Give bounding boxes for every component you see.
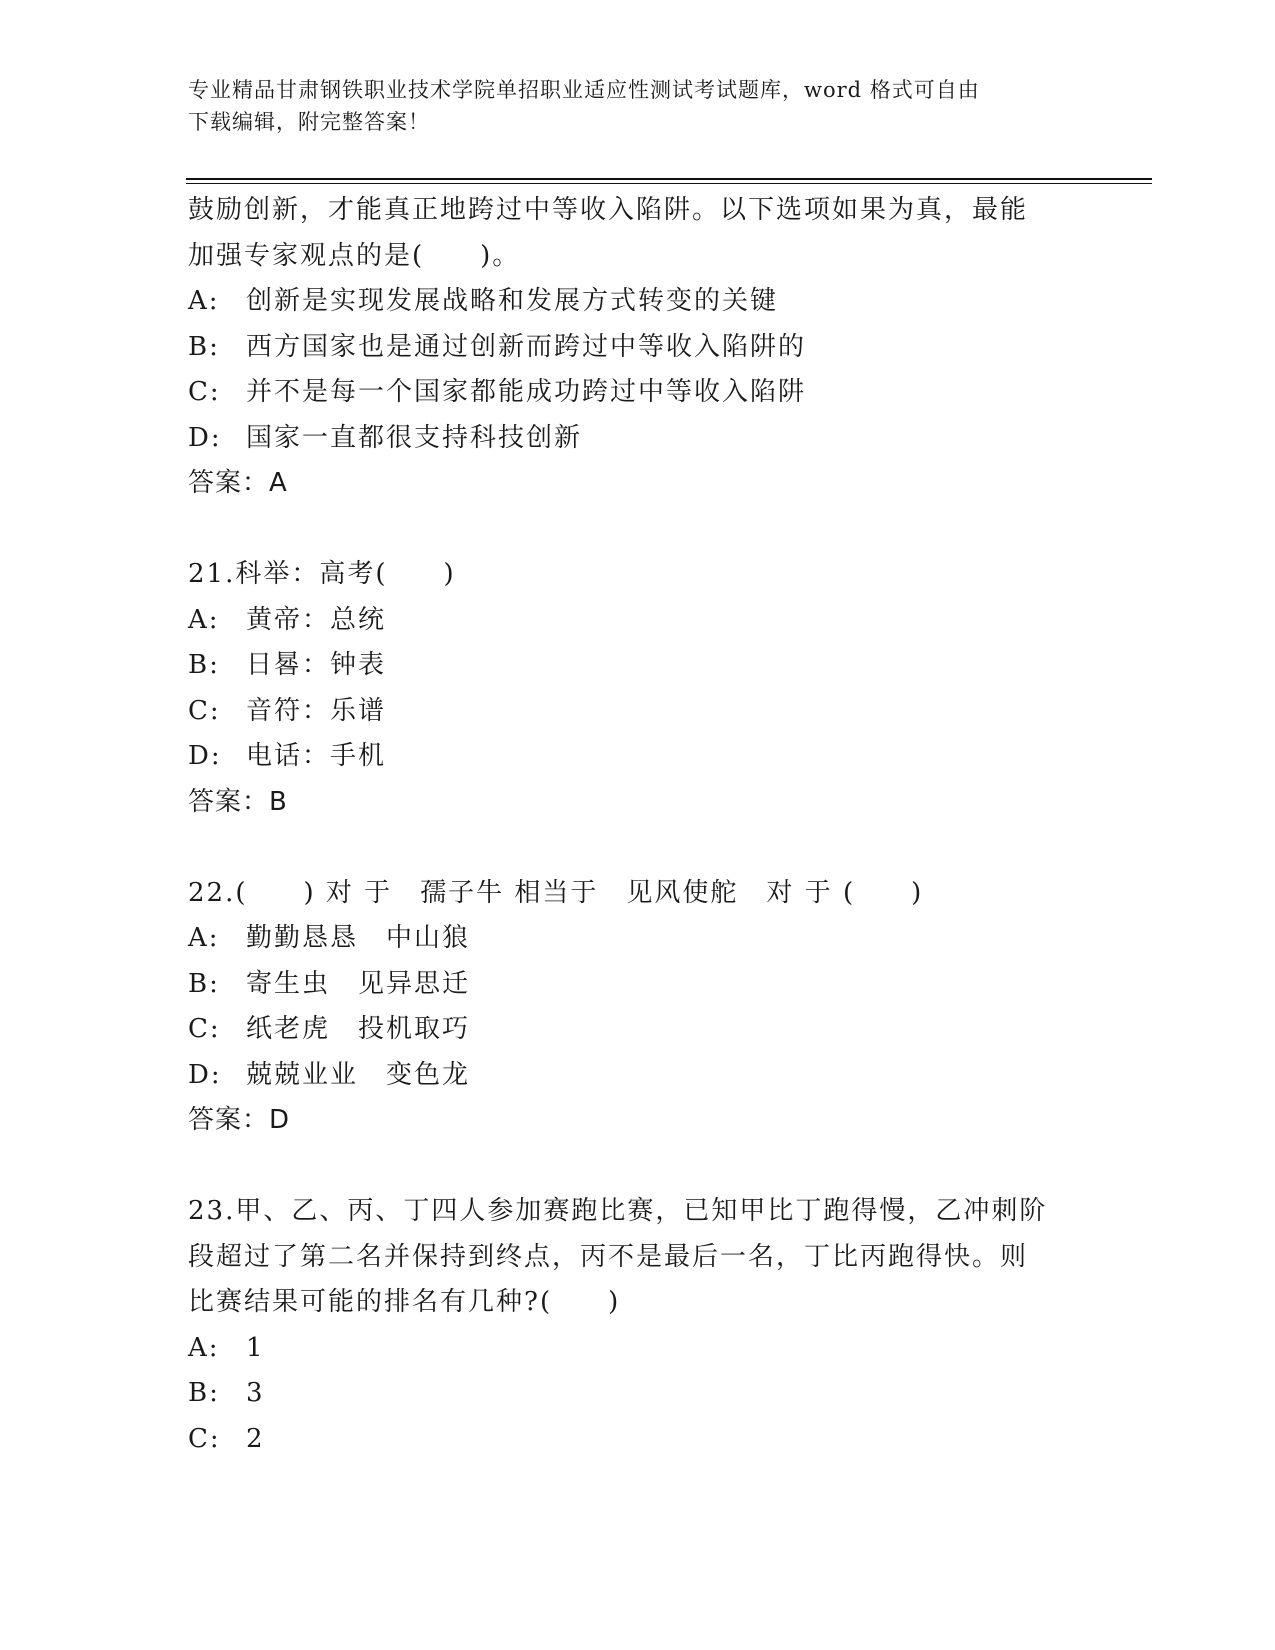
question-stem-line: 加强专家观点的是( )。 <box>188 240 521 271</box>
option-letter: C: <box>188 377 221 407</box>
option-letter: A: <box>188 604 220 635</box>
question-22 <box>188 871 1088 1144</box>
option-text: 兢兢业业 变色龙 <box>246 1059 471 1090</box>
question-23 <box>188 1189 1088 1462</box>
question-content <box>188 188 1088 1462</box>
header-line-2: 下载编辑，附完整答案！ <box>188 110 430 134</box>
question-stem: 22.( ) 对 于 孺子牛 相当于 见风使舵 对 于 ( ) <box>188 877 924 908</box>
option-d <box>188 1053 1088 1099</box>
option-text: 勤勤恳恳 中山狼 <box>246 923 471 953</box>
question-stem: 21.科举：高考( ) <box>188 559 456 589</box>
option-letter: B: <box>188 650 220 680</box>
spacer <box>188 1144 1088 1190</box>
header-divider-thick <box>186 178 1152 180</box>
option-text: 寄生虫 见异思迁 <box>246 968 471 999</box>
page-header <box>188 74 1068 138</box>
option-c <box>188 370 1088 416</box>
question-stem-line: 段超过了第二名并保持到终点，丙不是最后一名，丁比丙跑得快。则 <box>188 1241 1029 1272</box>
option-text: 电话：手机 <box>246 741 387 771</box>
option-text: 并不是每一个国家都能成功跨过中等收入陷阱 <box>246 377 807 407</box>
option-letter: C: <box>188 695 221 726</box>
option-text: 创新是实现发展战略和发展方式转变的关键 <box>246 286 779 316</box>
spacer <box>188 825 1088 871</box>
option-text: 3 <box>246 1378 265 1408</box>
header-divider-thin <box>186 183 1152 184</box>
question-stem-line: 鼓励创新，才能真正地跨过中等收入陷阱。以下选项如果为真，最能 <box>188 195 1029 225</box>
option-letter: A: <box>188 923 220 953</box>
option-text: 2 <box>246 1423 265 1454</box>
option-c <box>188 1417 1088 1463</box>
option-text: 国家一直都很支持科技创新 <box>246 422 583 453</box>
option-text: 1 <box>246 1332 265 1363</box>
option-letter: C: <box>188 1423 221 1454</box>
option-letter: B: <box>188 1378 220 1408</box>
question-20 <box>188 188 1088 507</box>
option-a <box>188 598 1088 644</box>
option-letter: D: <box>188 741 222 771</box>
option-letter: A: <box>188 286 220 316</box>
question-21 <box>188 552 1088 825</box>
option-letter: D: <box>188 422 222 453</box>
option-letter: A: <box>188 1332 220 1363</box>
option-d <box>188 734 1088 780</box>
option-b <box>188 643 1088 689</box>
header-line-1: 专业精品甘肃钢铁职业技术学院单招职业适应性测试考试题库，word 格式可自由 <box>188 78 980 102</box>
option-c <box>188 1007 1088 1053</box>
option-b <box>188 325 1088 371</box>
option-text: 音符：乐谱 <box>246 695 387 726</box>
option-text: 日晷：钟表 <box>246 650 387 680</box>
option-b <box>188 962 1088 1008</box>
answer-line: 答案：A <box>188 468 288 498</box>
option-letter: B: <box>188 331 220 362</box>
option-a <box>188 916 1088 962</box>
option-letter: B: <box>188 968 220 999</box>
option-letter: D: <box>188 1059 222 1090</box>
option-c <box>188 689 1088 735</box>
option-text: 黄帝：总统 <box>246 604 387 635</box>
option-d <box>188 416 1088 462</box>
option-a <box>188 279 1088 325</box>
question-stem-line: 23.甲、乙、丙、丁四人参加赛跑比赛，已知甲比丁跑得慢，乙冲刺阶 <box>188 1196 1048 1226</box>
option-text: 纸老虎 投机取巧 <box>246 1014 471 1044</box>
question-stem-line: 比赛结果可能的排名有几种?( ) <box>188 1287 621 1317</box>
answer-line: 答案：B <box>188 786 288 817</box>
spacer <box>188 507 1088 553</box>
option-b <box>188 1371 1088 1417</box>
option-text: 西方国家也是通过创新而跨过中等收入陷阱的 <box>246 331 807 362</box>
option-letter: C: <box>188 1014 221 1044</box>
answer-line: 答案：D <box>188 1105 291 1135</box>
option-a <box>188 1326 1088 1372</box>
